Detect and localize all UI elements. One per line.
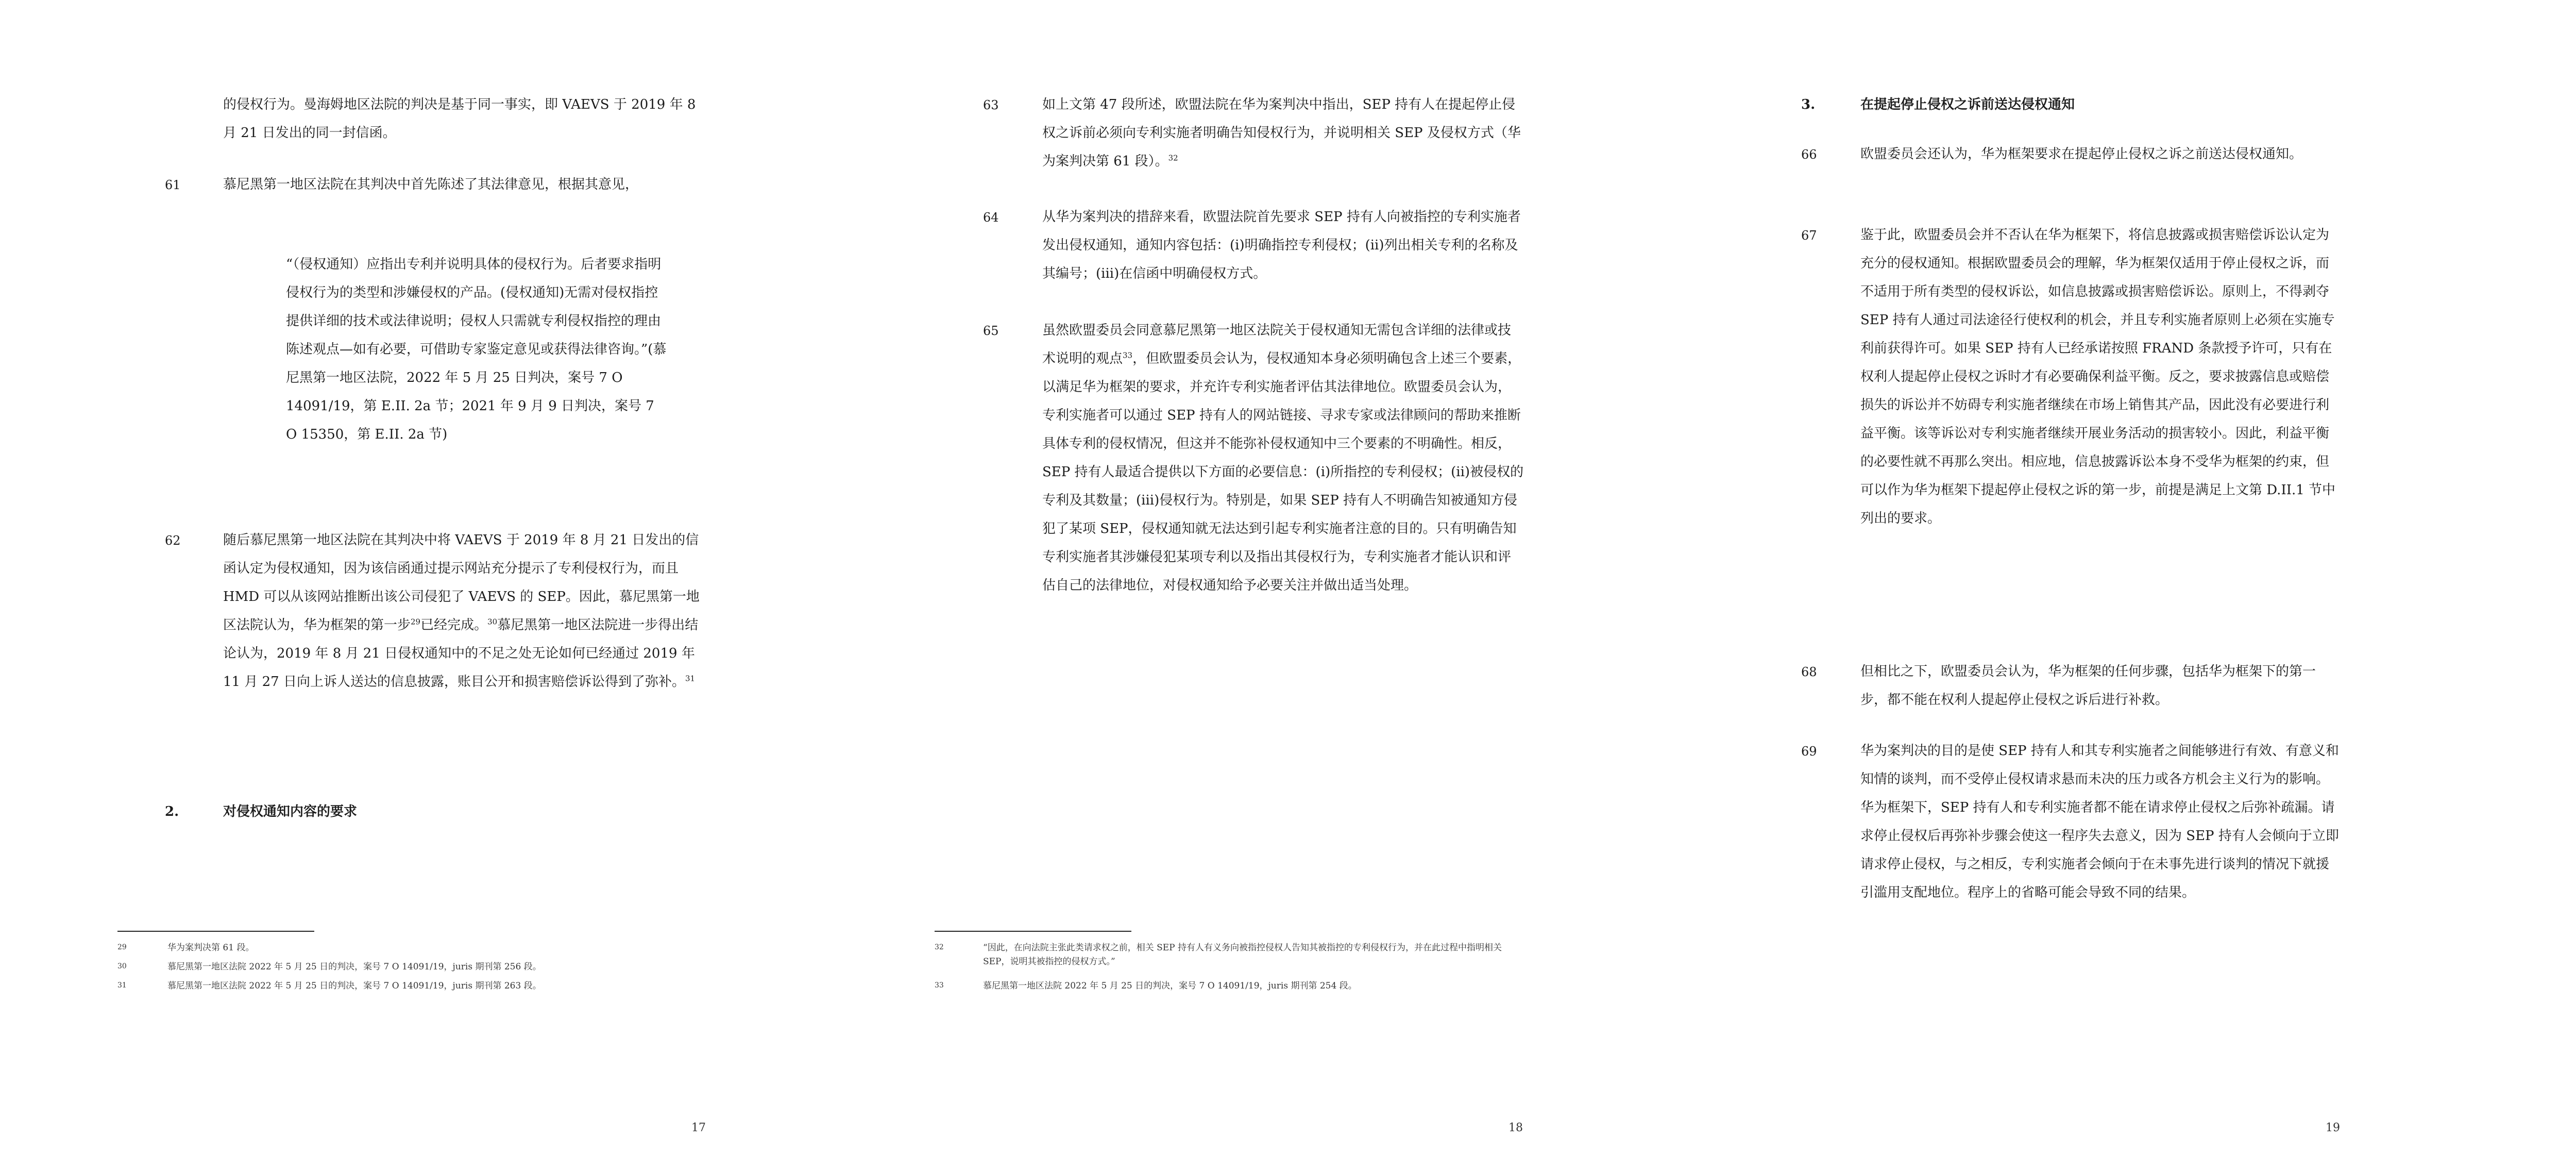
paragraph-number: 63 — [983, 98, 999, 112]
page-number: 17 — [691, 1121, 706, 1134]
section-heading: 在提起停止侵权之诉前送达侵权通知 — [1860, 97, 2075, 112]
footnote-ref[interactable]: 32 — [1168, 153, 1178, 163]
paragraph-number: 68 — [1801, 665, 1817, 679]
page-17 — [0, 0, 818, 1157]
block-quote: “（侵权通知）应指出专利并说明具体的侵权行为。后者要求指明侵权行为的类型和涉嫌侵权的产品。(侵权通知)无需对侵权指控提供详细的技术或法律说明；侵权人只需就专利侵权指控的理由陈述观点—如有必要，可借助专家鉴定意见或获得法律咨询。”(慕尼黑第一地区法院，2022 年 5 月 25 日判决，案号 7 O 14091/19，第 E.II. 2a 节；2021 年 9 月 9 日判决，案号 7 O 15350，第 E.II. 2a 节) — [286, 257, 667, 442]
page-20 — [2454, 0, 2576, 1157]
paragraph-number: 66 — [1801, 147, 1817, 162]
paragraph-67: 鉴于此，欧盟委员会并不否认在华为框架下，将信息披露或损害赔偿诉讼认定为充分的侵权通知。根据欧盟委员会的理解，华为框架仅适用于停止侵权之诉，而不适用于所有类型的侵权诉讼，如信息披露或损害赔偿诉讼。原则上，不得剥夺 SEP 持有人通过司法途径行使权利的机会，并且专利实施者原则上必须在实施专利前获得许可。如果 SEP 持有人已经承诺按照 FRAND 条款授予许可，只有在权利人提起停止侵权之诉时才有必要确保利益平衡。反之，要求披露信息或赔偿损失的诉讼并不妨碍专利实施者继续在市场上销售其产品，因此没有必要进行利益平衡。该等诉讼对专利实施者继续开展业务活动的损害较小。因此，利益平衡的必要性就不再那么突出。相应地，信息披露诉讼本身不受华为框架的约束，但可以作为华为框架下提起停止侵权之诉的第一步，前提是满足上文第 D.II.1 节中列出的要求。 — [1860, 227, 2336, 526]
footnote: 华为案判决第 61 段。 — [167, 943, 255, 953]
footnote-mark: 33 — [935, 981, 944, 990]
page-18 — [818, 0, 1636, 1157]
paragraph-66: 欧盟委员会还认为，华为框架要求在提起停止侵权之诉之前送达侵权通知。 — [1860, 146, 2303, 162]
paragraph-continuation: 的侵权行为。曼海姆地区法院的判决是基于同一事实，即 VAEVS 于 2019 年 8 月 21 日发出的同一封信函。 — [223, 97, 696, 141]
footnote-mark: 29 — [117, 943, 127, 951]
section-number: 3. — [1801, 97, 1816, 112]
page-19 — [1636, 0, 2454, 1157]
paragraph-number: 62 — [165, 533, 181, 548]
footnote: 慕尼黑第一地区法院 2022 年 5 月 25 日的判决，案号 7 O 14091/19，juris 期刊第 254 段。 — [983, 981, 1357, 991]
paragraph-63: 如上文第 47 段所述，欧盟法院在华为案判决中指出，SEP 持有人在提起停止侵权之诉前必须向专利实施者明确告知侵权行为，并说明相关 SEP 及侵权方式（华为案判决第 61 段）。$^{32}$ — [1042, 97, 1521, 169]
footnote: “因此，在向法院主张此类请求权之前，相关 SEP 持有人有义务向被指控侵权人告知其被指控的专利侵权行为，并在此过程中指明相关 SEP，说明其被指控的侵权方式。” — [983, 943, 1502, 967]
paragraph-number: 69 — [1801, 744, 1817, 759]
paragraph-61: 慕尼黑第一地区法院在其判决中首先陈述了其法律意见，根据其意见， — [223, 177, 639, 192]
paragraph-68: 但相比之下，欧盟委员会认为，华为框架的任何步骤，包括华为框架下的第一步，都不能在权利人提起停止侵权之诉后进行补救。 — [1860, 664, 2316, 708]
paragraph-number: 61 — [165, 178, 181, 192]
footnote-ref[interactable]: 29 — [411, 617, 421, 627]
paragraph-64: 从华为案判决的措辞来看，欧盟法院首先要求 SEP 持有人向被指控的专利实施者发出侵权通知，通知内容包括：(i)明确指控专利侵权；(ii)列出相关专利的名称及其编号；(iii)在信函中明确侵权方式。 — [1042, 209, 1521, 281]
footnote-ref[interactable]: 31 — [685, 674, 696, 683]
paragraph-65: 虽然欧盟委员会同意慕尼黑第一地区法院关于侵权通知无需包含详细的法律或技术说明的观点$^{33}$，但欧盟委员会认为，侵权通知本身必须明确包含上述三个要素，以满足华为框架的要求，并充许专利实施者评估其法律地位。欧盟委员会认为，专利实施者可以通过 SEP 持有人的网站链接、寻求专家或法律顾问的帮助来推断具体专利的侵权情况，但这并不能弥补侵权通知中三个要素的不明确性。相反，SEP 持有人最适合提供以下方面的必要信息：(i)所指控的专利侵权；(ii)被侵权的专利及其数量；(iii)侵权行为。特别是，如果 SEP 持有人不明确告知被通知方侵犯了某项 SEP，侵权通知就无法达到引起专利实施者注意的目的。只有明确告知专利实施者其涉嫌侵犯某项专利以及指出其侵权行为，专利实施者才能认识和评估自己的法律地位，对侵权通知给予必要关注并做出适当处理。 — [1042, 323, 1524, 593]
page-number: 19 — [2326, 1121, 2340, 1134]
section-heading: 对侵权通知内容的要求 — [223, 804, 358, 819]
section-number: 2. — [165, 804, 179, 819]
page-number: 18 — [1509, 1121, 1523, 1134]
footnote-ref[interactable]: 33 — [1123, 350, 1133, 360]
footnote-mark: 30 — [117, 962, 127, 970]
footnote-divider — [935, 931, 1131, 932]
footnote: 慕尼黑第一地区法院 2022 年 5 月 25 日的判决，案号 7 O 14091/19，juris 期刊第 256 段。 — [167, 962, 541, 972]
paragraph-number: 67 — [1801, 228, 1817, 243]
paragraph-69: 华为案判决的目的是使 SEP 持有人和其专利实施者之间能够进行有效、有意义和知情的谈判，而不受停止侵权请求悬而未决的压力或各方机会主义行为的影响。华为框架下，SEP 持有人和专利实施者都不能在请求停止侵权之后弥补疏漏。请求停止侵权后再弥补步骤会使这一程序失去意义，因为 SEP 持有人会倾向于立即请求停止侵权，与之相反，专利实施者会倾向于在未事先进行谈判的情况下就援引滥用支配地位。程序上的省略可能会导致不同的结果。 — [1860, 743, 2339, 900]
paragraph-number: 65 — [983, 324, 999, 338]
footnote-ref[interactable]: 30 — [487, 617, 498, 627]
footnote-divider — [117, 931, 314, 932]
footnote-mark: 32 — [935, 943, 944, 951]
footnote-mark: 31 — [117, 981, 127, 990]
paragraph-number: 64 — [983, 210, 999, 225]
paragraph-62: 随后慕尼黑第一地区法院在其判决中将 VAEVS 于 2019 年 8 月 21 日发出的信函认定为侵权通知，因为该信函通过提示网站充分提示了专利侵权行为，而且 HMD 可以从该网站推断出该公司侵犯了 VAEVS 的 SEP。因此，慕尼黑第一地区法院认为，华为框架的第一步$^{29}$已经完成。$^{30}$慕尼黑第一地区法院进一步得出结论认为，2019 年 8 月 21 日侵权通知中的不足之处无论如何已经通过 2019 年 11 月 27 日向上诉人送达的信息披露，账目公开和损害赔偿诉讼得到了弥补。$^{31}$ — [223, 532, 700, 690]
footnote: 慕尼黑第一地区法院 2022 年 5 月 25 日的判决，案号 7 O 14091/19，juris 期刊第 263 段。 — [167, 981, 541, 991]
